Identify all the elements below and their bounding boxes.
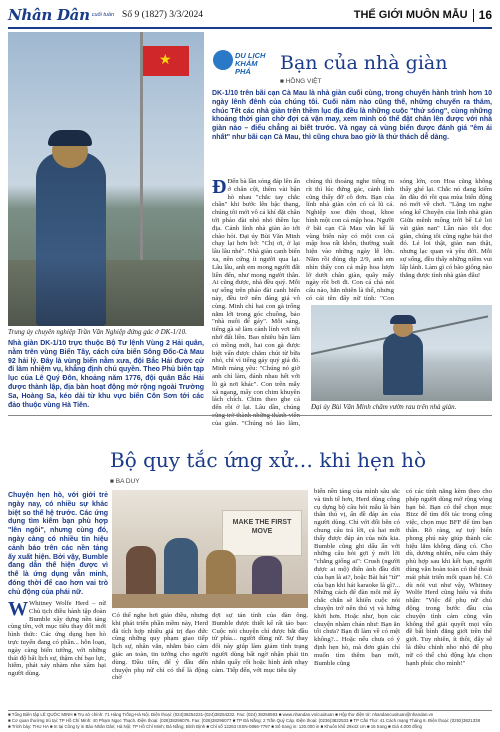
soldier-figure [36, 152, 106, 326]
table [112, 594, 308, 608]
masthead-divider [473, 9, 474, 22]
photo1-caption: Trung úy chuyên nghiệp Trần Văn Nghiệp đứng gác ở DK-1/10. [8, 328, 187, 336]
article2-title[interactable]: Bộ quy tắc ứng xử… khi hẹn hò [110, 448, 427, 472]
travel-section-label [235, 52, 273, 76]
article2-sapo: Chuyện hẹn hò, với giới trẻ ngày nay, có nhiều sự khác biệt so thế hệ trước. Các ứng dụng tìm kiếm bạn phù hợp "lên ngôi", nhưng cùng đó, ngày càng có nhiều tin hiệu cảnh báo trên các nền tảng ấy xuất hiện. Bởi vậy, Bumble đang dẫn thế hiện được vì thế là ứng dụng vẫn minh, đóng thời để cao hơn vai trò chủ động của phái nữ. [8, 492, 108, 596]
footer-line: ■ Cơ quan thường trú tại: TP Hồ Chí Minh: 40 Phạm Ngọc Thạch. Điện thoại: (028)38296076. Fax: (028)38296077 ■ TP Đà Nẵng: 2 Trần Quý Cáp. Điện thoại: (0236)3822533 ■ TP Cần Thơ: 41 Cách mạng Tháng 8. Điện thoại: (0292)3821338 [8, 718, 481, 723]
article2-col1-text: Whitney Wolfe Herd – nữ Chủ tịch điều hành tập đoàn Bumble xây dựng nền tảng cùng tên, với mục tiêu thay đổi mới hình thức: Các ứng dụng hẹn hò trực tuyến đang có phần... hỗn loạn, ngày càng biến tướng, với những thái độ bất lịch sự, thậm chí bạo lực, hiếm, phát xảy nhàm nhe xâm hại người dùng. [8, 600, 106, 678]
drop-cap: Đ [212, 178, 227, 198]
photo-soldier-on-guard [8, 32, 204, 326]
section-title: THẾ GIỚI MUÔN MẪU [353, 9, 468, 21]
globe-icon [213, 50, 233, 70]
article2-col2-text: Có thể nghe hơi giáo điều, nhưng khi phát triển phần mềm này, Herd đã tích hợp nhiều giá trị đạo đức cùng những quy phạm giao tiếp lịch sự, nhân văn, nhằm bảo cảm giác an toàn, tin tưởng cho người dùng. Đầu tiên, để ý đầu đến chuyện phụ nữ chỉ có thể là động chờ [112, 612, 208, 682]
photo2-caption: Đại úy Bùi Văn Minh chăm vườn rau trên nhà giàn. [311, 403, 457, 411]
article1-column-3 [400, 178, 492, 302]
newspaper-logo-sub: cuối tuần [91, 12, 115, 18]
article1-col3-text: sóng lớn, con Hoa cũng không thấy ghé lại. Chắc nó đang kiếm ăn đâu đó rồi qua mùa biển động nó mới về chơi. "Lặng im nghe sóng kể Chuyện của lính nhà giàn Giữa mênh mông trời bể Lẻ loi vài giàn nan" Lần nào tôi đọc giàn, chúng tôi cũng nghe bài thơ đó. Lẻ loi thật, giàn nan thật, nhưng lạc quan và yêu đời. Mỗi sự sống, đều thấy những niềm vui lấp lánh. Làm gì có bão giông nào thắng được tình nhà giàn đâu! [400, 178, 492, 279]
drop-cap: W [8, 600, 28, 620]
article2-column-2 [112, 612, 208, 706]
article1-column-2 [306, 178, 394, 302]
photo-officer-vegetable-garden [311, 305, 492, 401]
article2-col4-text: biến nền tảng của mình sâu sắc và tinh tế hơn, Herd dùng công cụ dựng bộ câu hỏi mẫu là bản thân thú vị, ấn đề đáp án của người dùng. Chỉ với đối bên có chung câu trả lời, cả hai mới thấy được đáp án của nửa kia. Bumble cũng ghi dấu ấn với những câu hỏi gợi ý mới lời "chẳng giống ai": Crush (người được ai mộ) điển ảnh đầu đời của bạn là ai?, hoặc Bài hát "từ" của bạn khi hát karaoke là gì?... Những cách để đàn môi mê ấy chắc chắn sẽ khiến cuộc nói chuyện trở nên thú vị và hứng khởi hơn. Hoặc như, bọn các chuyện nhàm chán như: Bạn ăn tối chưa? Bạn đi làm về có mệt không?... Hoặc nếu chưa có ý định hẹn hò, mà đơn giản chỉ muốn tìm thêm bạn mới, Bumble cũng [314, 488, 400, 667]
article1-author: ■ HỒNG VIỆT [280, 78, 322, 85]
wall-sign-text: MAKE THE FIRST MOVE [232, 519, 292, 535]
flag-star-icon: ★ [159, 52, 172, 68]
article1-sidenote: Nhà giàn DK-1/10 trực thuộc Bộ Tư lệnh Vùng 2 Hải quân, nằm trên vùng Biển Tây, cách cửa biển Sông Đốc-Cà Mau 92 hải lý. Đây là vùng biển nằm xưa, đội Bắc Hải được cử đi làm nhiệm vụ, khẳng định chủ quyền. Theo Phủ biên tạp lục của Lê Quý Đôn, khoảng năm 1776, đội quân Bắc Hải được thành lập, địa bàn hoạt động mở rộng ngoài Trường Sa, Hoàng Sa, kéo dài từ khu vực biển Côn Sơn tới các đảo thuộc vùng Hà Tiên. [8, 340, 204, 409]
kicker-line2: KHÁM PHÁ [235, 59, 258, 76]
footer-line: ■ Trình bày: THU HA ■ In tại Công ty in Báo Nhân Dân; Hà Nội; TP Hồ Chí Minh; Đà Nẵng; Bình Định ■ Chỉ số 12263 ISSN-0866-7797 ■ Số trang in: 120.000 in ■ Khuôn khổ 29x42 cm ■ 16 trang ■ Giá 4.000 đồng [8, 724, 422, 729]
officer-figure [383, 333, 423, 395]
article2-author-name: BA DUY [115, 478, 140, 485]
article2-column-4 [314, 488, 400, 706]
article1-sapo: DK-1/10 trên bãi cạn Cà Mau là nhà giàn cuối cùng, trong chuyến hành trình hơn 10 ngày lênh đênh của chúng tôi. Cuối năm nào cũng thế, những chuyến ra thăm, chúc Tết các nhà giàn trên thềm lục địa đều là những cuộc "thử sóng", cùng những khoảng thời gian chờ đợi cả vận may, xem mình có thể đặt chân lên được với nhà giàn nào – điểu chẳng ai biết trước. Và ngay cả vùng biển được đánh giá "êm ái nhất" như bãi cạn Cà Mau, thì cũng chưa bao giờ là thử thách dễ dàng. [212, 90, 492, 141]
article1-column-1 [212, 178, 300, 428]
article-separator [8, 415, 492, 416]
masthead-rule [8, 27, 492, 29]
article2-column-1 [8, 600, 106, 706]
footer-separator [8, 710, 492, 711]
soldier-cap [48, 130, 92, 146]
article2-col5-text: có các tính năng kèm theo cho phép người dùng mở rộng vòng bạn bè. Bạn có thể chọn mục Bizz để tìm đối tác trong công việc, chọn mục BFF để tìm bạn thân. Rõ ràng, sự tuỳ biến phong phú này giúp thành các hiệu lắm không đáng có. Cho dù, dương nhiên, nếu cảm thấy phù hợp sau khi kết bạn, người dùng vẫn hoàn toàn có thể thoải mái phát triển mối quan hệ. Có dù nói vui như vậy, Whitney Wolfe Herd cũng hiểu và thừa nhận: "Việc để phụ nữ chủ động trong bước đầu của chuyện tình cảm cũng vẫn không thể giải quyết mọi vấn đề bất bình đẳng giới trên thế giới. Tuy nhiên, ít thôi, đây sẽ là điều chỉnh nho nhỏ để phụ nữ có thể chủ động lựa chọn hạnh phúc cho mình!" [406, 488, 492, 667]
kicker-line1: DU LỊCH [235, 51, 266, 60]
article2-author: ■ BA DUY [110, 478, 140, 485]
article1-col2-text: chúng thì thoảng nghe tiếng ru rít thì lúc đứng gác, cánh lính cũng thấy đỡ cô đơn. Bạn của lính nhà giàn còn có cả lũ cá. Nghiệp xoe điện thoại, khoe hình một con cá mập hoa. Người ở bãi cạn Cà Mau vẫn kể là vùng biển này có một con cá mập hoa rất khôn, thường xuất hiện vào những ngày lễ lớn. Năm rồi đúng dịp 2/9, anh em nhìn thấy con cá mập hoa lượn lờ dưới chân giàn, quây mấy ngày rồi bơi đi. Con cá chả nói câu nào, hẳn nhiên là thế, nhưng có cái tên đẩy nữ tính: "Con [306, 178, 394, 302]
issue-info: Số 9 (1827) 3/3/2024 [122, 10, 204, 20]
article2-column-3 [212, 612, 308, 706]
masthead [8, 4, 492, 26]
footer-info [8, 712, 492, 730]
officer-hat [390, 315, 416, 324]
article1-col1-text: Đến bà lần sóng đáp lên ấn ở chân cột, thêm vài bận hò nhau "chắc tay chắc chân" khi bước lên bậc thang, chúng tôi mới vô cả khí đặt chân tới phảo đài nhỏ nhỏ thềm lục địa. Cảnh lính nhà giàn ào tới chào hỏi. Đại úy Bùi Văn Minh chạy lại hơn hở: "Chị ơi, ở lại lâu lâu nhé". Nhà giàn canh biển xa, nên cứng ít người qua lại. Lâu lâu, anh em mong người đất liền đến, như mong người thân. Ai cũng được, nhà đều quý. Mỗi sự sống trên pháo đài canh biển này, đều trở nên đáng giá vô cùng. Minh chỉ hai con gà trống nằm lởi trong góc chuồng, bảo "nhà nuôi để gáy". Mỗi sáng, tiếng gà sẽ làm cánh lính vơi nỗi nhớ đất liền. Bao nhiêu bận làm cỏ mồng mới, hai con gà được biệt vấn được chăm chút từ bữa nhỏ, chỉ vì tiếng gáy quý giá đó. Minh mảng yêu: "Chúng nó giờ anh chỉ làm, đánh nhau hết với lũ gà nơi khác". Con trên mẫy xã ngang, mấy con chim khuyên lách chích. Chim theo ghe cá đến rồi ở lại. Lâu dần, chúng của giàn. "Chúng nó lảo lãm, [212, 178, 300, 427]
article1-title[interactable]: Bạn của nhà giàn [280, 52, 448, 74]
newspaper-logo[interactable]: Nhân Dân [8, 6, 90, 24]
article1-author-name: HỒNG VIỆT [285, 78, 322, 85]
article2-col3-text: đợi sự tán tỉnh của đàn ông. Bumble được thiết kế rất táo bạo: Cuộc nói chuyện chỉ được bắt đầu từ phía... người dùng nữ. Sự thay đổi này giúp làm giảm tình trạng người dùng bất ngờ nhận phải tin nhắn quấy rối hoặc hình ảnh nhạy cảm. Tiếp đến, với mục tiêu tây [212, 612, 308, 674]
footer-line: ■ Tổng Biên tập LÊ QUỐC MINH ■ Trụ sở chính: 71 Hàng Trống-Hà Nội. Điện thoại: (024)38254231-(024)38254232. Fax: (024) 38255593 ■ www.nhandan.vn/cuoituan ■ Hộp thư điện tử: nhandancuoituan@nhandan.vn [8, 712, 434, 717]
photo-make-the-first-move [112, 490, 308, 608]
article2-column-5 [406, 488, 492, 706]
travel-section-logo [213, 50, 273, 76]
page-number: 16 [478, 8, 492, 22]
